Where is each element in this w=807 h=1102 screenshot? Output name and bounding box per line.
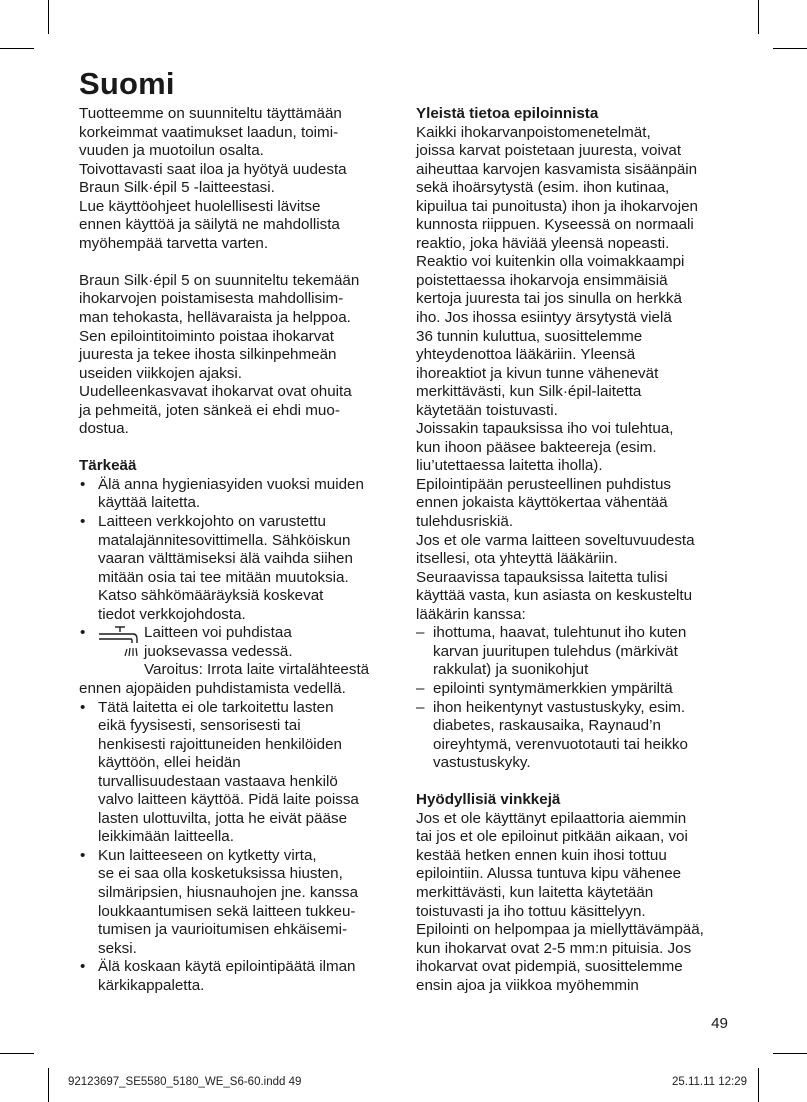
text-line: ihokarvojen poistamisesta mahdollisim- — [79, 290, 344, 308]
text-line: Braun Silk·épil 5 on suunniteltu tekemään — [79, 271, 360, 289]
text-line: leikkimään laitteella. — [98, 828, 234, 846]
text-line: Laitteen verkkojohto on varustettu — [98, 513, 326, 531]
crop-mark — [0, 48, 34, 49]
right-column — [416, 105, 734, 995]
text-line: ihon heikentynyt vastustuskyky, esim. — [433, 698, 686, 716]
text-line: Uudelleenkasvavat ihokarvat ovat ohuita — [79, 383, 352, 401]
text-line: oireyhtymä, verenvuototauti tai heikko — [433, 735, 688, 753]
text-line: matalajännitesovittimella. Sähköiskun — [98, 531, 351, 549]
text-line: kun ihoon pääsee bakteereja (esim. — [416, 438, 657, 456]
footer-filename: 92123697_SE5580_5180_WE_S6-60.indd 49 — [68, 1076, 302, 1088]
text-line: diabetes, raskausaika, Raynaud’n — [433, 717, 661, 735]
text-line: mitään osia tai tee mitään muutoksia. — [98, 568, 349, 586]
text-line: se ei saa olla kosketuksissa hiusten, — [98, 865, 343, 883]
bullet-item — [79, 958, 397, 995]
text-line: Tuotteemme on suunniteltu täyttämään — [79, 105, 342, 122]
text-line: tiedot verkkojohdosta. — [98, 605, 246, 623]
text-line: käyttää vasta, kun asiasta on keskusteltu — [416, 587, 693, 605]
text-line: Epilointipään perusteellinen puhdistus — [416, 475, 671, 493]
text-line: vastustuskyky. — [433, 754, 531, 772]
text-line: epilointi syntymämerkkien ympäriltä — [433, 679, 673, 697]
text-line: Lue käyttöohjeet huolellisesti lävitse — [79, 197, 321, 215]
bullet-marker: • — [80, 698, 86, 716]
faucet-water-icon — [97, 625, 139, 659]
text-line: rakkulat) ja suonikohjut — [433, 661, 589, 679]
text-line: eikä fyysisesti, sensorisesti tai — [98, 717, 301, 735]
text-line: turvallisuudestaan vastaava henkilö — [98, 772, 338, 790]
text-line: lasten ulottuvilta, jotta he eivät pääse — [98, 809, 348, 827]
text-line: Varoitus: Irrota laite virtalähteestä — [144, 661, 370, 679]
text-line: Kun laitteeseen on kytketty virta, — [98, 846, 317, 864]
dash-item — [416, 624, 734, 680]
text-line: joissa karvat poistetaan juuresta, voivat — [416, 142, 682, 160]
bullet-item — [79, 847, 397, 958]
bullet-item — [79, 699, 397, 847]
text-line: Joissakin tapauksissa iho voi tulehtua, — [416, 420, 674, 438]
text-line: Tätä laitetta ei ole tarkoitettu lasten — [98, 698, 334, 716]
bullet-marker: • — [80, 475, 86, 493]
crop-mark — [48, 1068, 49, 1102]
dash-marker: – — [416, 624, 425, 642]
crop-mark — [48, 0, 49, 34]
tips-paragraph — [416, 810, 734, 995]
text-line: kipuilua tai punoitusta) ihon ja ihokarvojen — [416, 197, 698, 215]
text-line: vaaran välttämiseksi älä vaihda siihen — [98, 550, 353, 568]
text-line: ennen käyttöä ja säilytä ne mahdollista — [79, 216, 340, 234]
bullet-marker: • — [80, 624, 86, 642]
text-line: lääkärin kanssa: — [416, 605, 526, 623]
crop-mark — [758, 0, 759, 34]
text-line: iho. Jos ihossa esiintyy ärsytystä vielä — [416, 309, 672, 327]
text-line: ihottuma, haavat, tulehtunut iho kuten — [433, 624, 687, 642]
text-line: käyttöön, ellei heidän — [98, 754, 241, 772]
text-line: Jos et ole käyttänyt epilaattoria aiemmin — [416, 809, 687, 827]
text-line: käyttää laitetta. — [98, 494, 201, 512]
text-line: käytetään toistuvasti. — [416, 401, 558, 419]
text-line: silmäripsien, hiusnauhojen jne. kanssa — [98, 883, 359, 901]
crop-mark — [758, 1068, 759, 1102]
text-line: ihokarvat ovat pidempiä, suosittelemme — [416, 958, 683, 976]
text-line: toistuvasti ja iho tottuu käsittelyyn. — [416, 902, 646, 920]
text-line: epilointiin. Alussa tuntuva kipu vähenee — [416, 865, 682, 883]
text-line: korkeimmat vaatimukset laadun, toimi- — [79, 123, 339, 141]
intro-paragraph — [79, 105, 397, 253]
dash-item — [416, 680, 734, 699]
general-info-heading: Yleistä tietoa epiloinnista — [416, 105, 599, 122]
important-heading: Tärkeää — [79, 457, 137, 475]
text-line: ennen jokaista käyttökertaa vähentää — [416, 494, 668, 512]
text-line: merkittävästi, kun Silk·épil-laitetta — [416, 383, 642, 401]
text-line: reaktio, joka häviää yleensä nopeasti. — [416, 234, 670, 252]
bullet-item — [79, 513, 397, 624]
description-paragraph — [79, 272, 397, 439]
left-column — [79, 105, 397, 995]
text-line: Älä anna hygieniasyiden vuoksi muiden — [98, 475, 364, 493]
text-line: kun ihokarvat ovat 2-5 mm:n pituisia. Jos — [416, 939, 692, 957]
text-line: liu’utettaessa laitetta iholla). — [416, 457, 603, 475]
text-line: Epilointi on helpompaa ja miellyttävämpää, — [416, 921, 704, 939]
footer-timestamp: 25.11.11 12:29 — [671, 1076, 747, 1088]
crop-mark — [773, 48, 807, 49]
text-line: Älä koskaan käytä epilointipäätä ilman — [98, 958, 356, 976]
text-line: ihoreaktiot ja kivun tunne vähenevät — [416, 364, 659, 382]
text-line: aiheuttaa karvojen kasvamista sisäänpäin — [416, 160, 698, 178]
text-line: Jos et ole varma laitteen soveltuvuudesta — [416, 531, 695, 549]
text-line: Reaktio voi kuitenkin olla voimakkaampi — [416, 253, 685, 271]
text-line: kestää hetken ennen kuin ihosi tottuu — [416, 846, 667, 864]
dash-item — [416, 699, 734, 773]
text-line: ennen ajopäiden puhdistamista vedellä. — [79, 679, 346, 697]
text-line: Katso sähkömääräyksiä koskevat — [98, 587, 324, 605]
text-line: itsellesi, ota yhteyttä lääkäriin. — [416, 550, 618, 568]
text-line: poistettaessa ihokarvoja ensimmäisiä — [416, 271, 668, 289]
page-number: 49 — [711, 1015, 728, 1032]
text-line: valvo laitteen käyttöä. Pidä laite poissa — [98, 791, 359, 809]
text-line: seksi. — [98, 939, 137, 957]
text-line: 36 tunnin kuluttua, suosittelemme — [416, 327, 643, 345]
general-info-paragraph — [416, 124, 734, 625]
text-line: sekä ihoärsytystä (esim. ihon kutinaa, — [416, 179, 670, 197]
text-line: juoksevassa vedessä. — [144, 642, 293, 660]
text-line: Kaikki ihokarvanpoistomenetelmät, — [416, 123, 651, 141]
text-line: myöhempää tarvetta varten. — [79, 234, 269, 252]
dash-marker: – — [416, 679, 425, 697]
crop-mark — [0, 1053, 34, 1054]
text-line: karvan juuritupen tulehdus (märkivät — [433, 642, 678, 660]
text-line: Braun Silk·épil 5 -laitteestasi. — [79, 179, 275, 197]
dash-marker: – — [416, 698, 425, 716]
text-line: yhteydenottoa lääkäriin. Yleensä — [416, 346, 636, 364]
text-line: Sen epilointitoiminto poistaa ihokarvat — [79, 327, 334, 345]
text-line: loukkaantumisen sekä laitteen tukkeu- — [98, 902, 356, 920]
text-line: kertoja juuresta tai jos sinulla on herkkä — [416, 290, 682, 308]
text-line: ja pehmeitä, joten sänkeä ei ehdi muo- — [79, 401, 340, 419]
text-line: merkittävästi, kun laitetta käytetään — [416, 883, 654, 901]
page-title: Suomi — [79, 66, 175, 101]
text-line: tumisen ja vaurioitumisen ehkäisemi- — [98, 921, 348, 939]
text-line: ensin ajoa ja viikkoa myöhemmin — [416, 976, 639, 994]
text-line: kärkikappaletta. — [98, 976, 205, 994]
text-line: Laitteen voi puhdistaa — [144, 624, 292, 642]
bullet-item-water-cleaning — [79, 624, 397, 698]
text-line: juuresta ja tekee ihosta silkinpehmeän — [79, 346, 337, 364]
text-line: tai jos et ole epiloinut pitkään aikaan, voi — [416, 828, 688, 846]
text-line: dostua. — [79, 420, 129, 438]
text-line: useiden viikkojen ajaksi. — [79, 364, 242, 382]
bullet-marker: • — [80, 513, 86, 531]
text-line: henkisesti rajoittuneiden henkilöiden — [98, 735, 343, 753]
text-line: man tehokasta, hellävaraista ja helppoa. — [79, 309, 351, 327]
text-line: Toivottavasti saat iloa ja hyötyä uudesta — [79, 160, 347, 178]
crop-mark — [773, 1053, 807, 1054]
text-line: Seuraavissa tapauksissa laitetta tulisi — [416, 568, 668, 586]
bullet-marker: • — [80, 958, 86, 976]
text-line: kunnosta riippuen. Kyseessä on normaali — [416, 216, 694, 234]
text-line: tulehdusriskiä. — [416, 513, 514, 531]
bullet-item — [79, 476, 397, 513]
tips-heading: Hyödyllisiä vinkkejä — [416, 791, 561, 809]
bullet-marker: • — [80, 846, 86, 864]
text-line: vuuden ja muotoilun osalta. — [79, 142, 264, 160]
